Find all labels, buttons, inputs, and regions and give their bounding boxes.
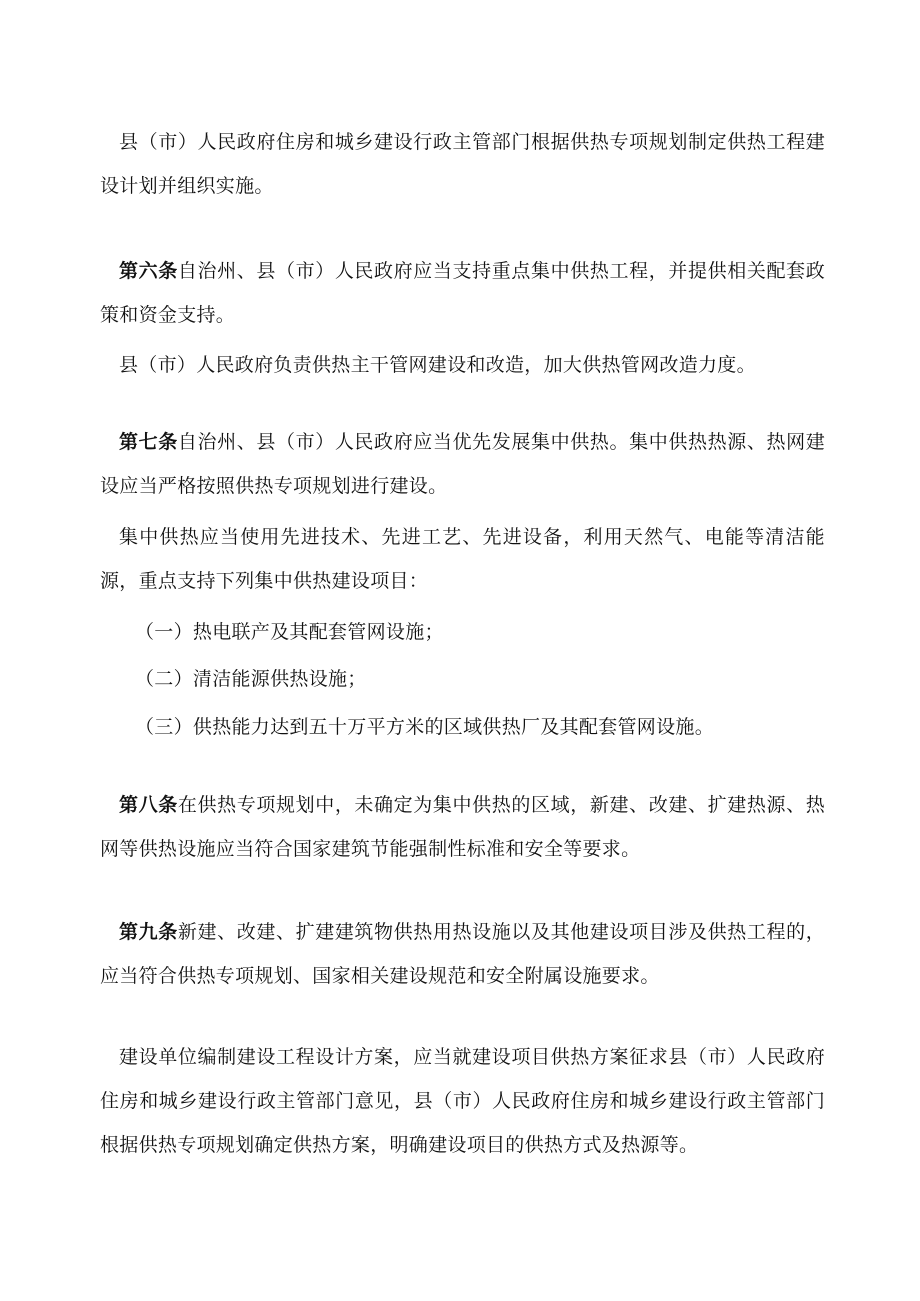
paragraph-text: 集中供热应当使用先进技术、先进工艺、先进设备，利用天然气、电能等清洁能源，重点支持下列集中供热建设项目： [100,526,825,592]
paragraph-11 [100,1035,825,1167]
paragraph-3 [100,343,825,387]
paragraph-text: 自治州、县（市）人民政府应当支持重点集中供热工程，并提供相关配套政策和资金支持。 [100,260,825,326]
paragraph-text: 在供热专项规划中，未确定为集中供热的区域，新建、改建、扩建热源、热网等供热设施应当符合国家建筑节能强制性标准和安全等要求。 [100,794,825,860]
list-item-1 [135,610,825,654]
article-9 [100,910,825,998]
paragraph-1 [100,120,825,208]
article-6 [100,249,825,337]
article-8 [100,783,825,871]
list-item-3 [135,705,825,749]
article-heading: 第七条 [119,431,178,453]
list-item-text: （三）供热能力达到五十万平方米的区域供热厂及其配套管网设施。 [135,716,715,738]
paragraph-5 [100,515,825,603]
paragraph-text: 自治州、县（市）人民政府应当优先发展集中供热。集中供热热源、热网建设应当严格按照供热专项规划进行建设。 [100,431,825,497]
article-heading: 第六条 [119,260,178,282]
article-heading: 第八条 [119,794,178,816]
article-7 [100,420,825,508]
list-item-2 [135,657,825,701]
article-heading: 第九条 [119,921,178,943]
list-item-text: （一）热电联产及其配套管网设施； [135,621,444,643]
paragraph-text: 县（市）人民政府住房和城乡建设行政主管部门根据供热专项规划制定供热工程建设计划并组织实施。 [100,131,825,197]
paragraph-text: 县（市）人民政府负责供热主干管网建设和改造，加大供热管网改造力度。 [119,354,756,376]
paragraph-text: 建设单位编制建设工程设计方案，应当就建设项目供热方案征求县（市）人民政府住房和城乡建设行政主管部门意见，县（市）人民政府住房和城乡建设行政主管部门根据供热专项规划确定供热方案，明确建设项目的供热方式及热源等。 [100,1046,825,1156]
list-item-text: （二）清洁能源供热设施； [135,668,367,690]
paragraph-text: 新建、改建、扩建建筑物供热用热设施以及其他建设项目涉及供热工程的，应当符合供热专项规划、国家相关建设规范和安全附属设施要求。 [100,921,825,987]
